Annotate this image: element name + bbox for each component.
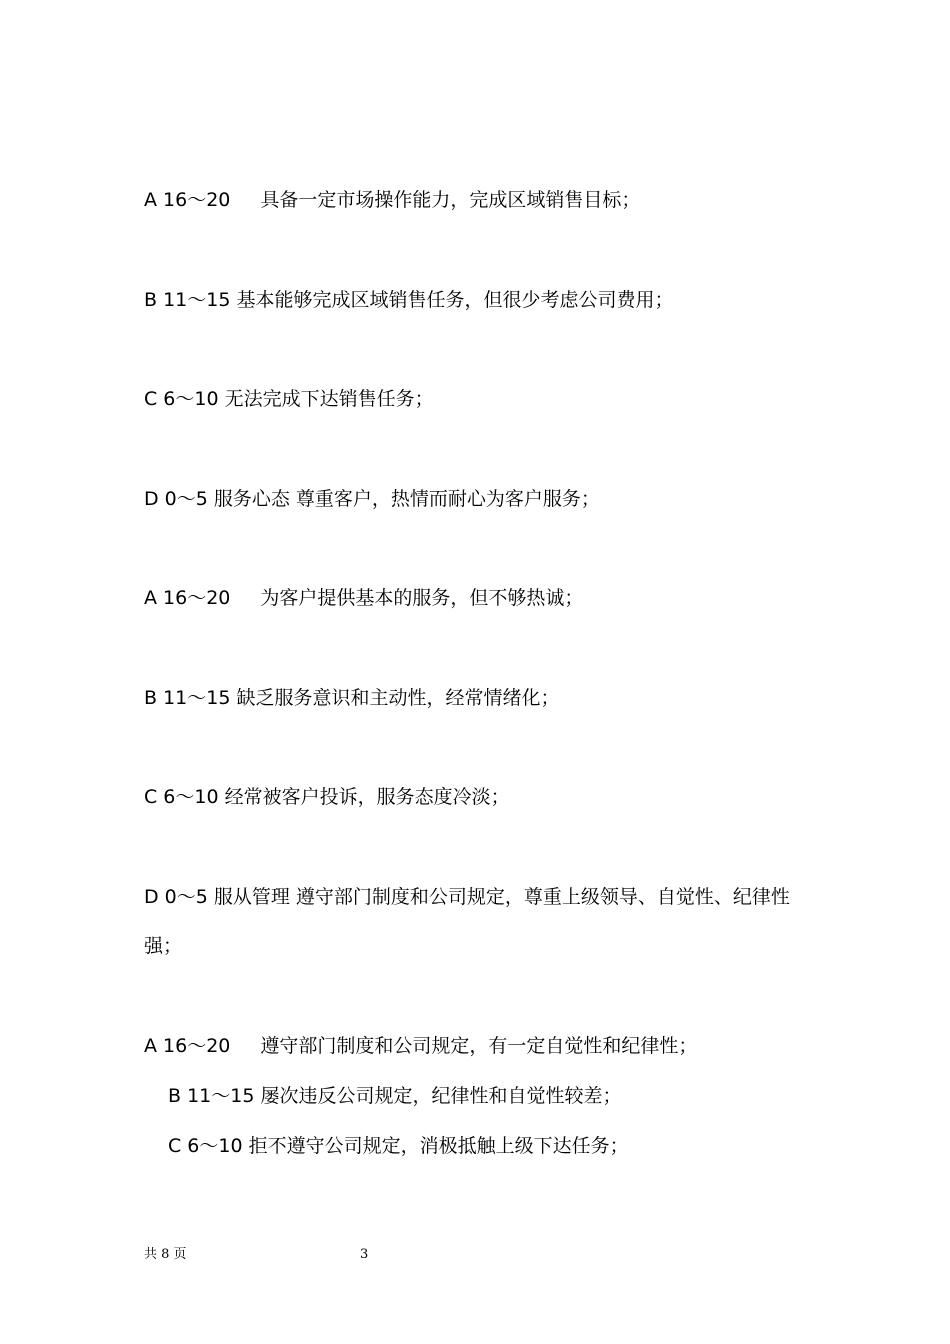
line-text: 为客户提供基本的服务，但不够热诚；: [260, 587, 584, 609]
grade-label: A 16～20: [144, 189, 231, 211]
footer-total-pages: 共 8 页: [144, 1247, 187, 1262]
text-line: 强；: [144, 935, 183, 957]
text-line: D 0～5 服务心态 尊重客户，热情而耐心为客户服务；: [144, 488, 600, 510]
text-line: [144, 187, 640, 213]
text-line: [144, 1033, 697, 1059]
grade-label: A 16～20: [144, 587, 231, 609]
text-line: C 6～10 无法完成下达销售任务；: [144, 388, 434, 410]
line-text: 遵守部门制度和公司规定，有一定自觉性和纪律性；: [260, 1035, 698, 1057]
text-line: B 11～15 屡次违反公司规定，纪律性和自觉性较差；: [168, 1085, 622, 1107]
text-line: C 6～10 拒不遵守公司规定，消极抵触上级下达任务；: [168, 1135, 629, 1157]
text-line: C 6～10 经常被客户投诉，服务态度冷淡；: [144, 786, 510, 808]
grade-label: A 16～20: [144, 1035, 231, 1057]
text-line: D 0～5 服从管理 遵守部门制度和公司规定，尊重上级领导、自觉性、纪律性: [144, 886, 790, 908]
text-line: [144, 585, 583, 611]
text-line: B 11～15 基本能够完成区域销售任务，但很少考虑公司费用；: [144, 289, 674, 311]
text-line: B 11～15 缺乏服务意识和主动性，经常情绪化；: [144, 687, 560, 709]
line-text: 具备一定市场操作能力，完成区域销售目标；: [260, 189, 641, 211]
footer-page-number: 3: [360, 1247, 369, 1262]
